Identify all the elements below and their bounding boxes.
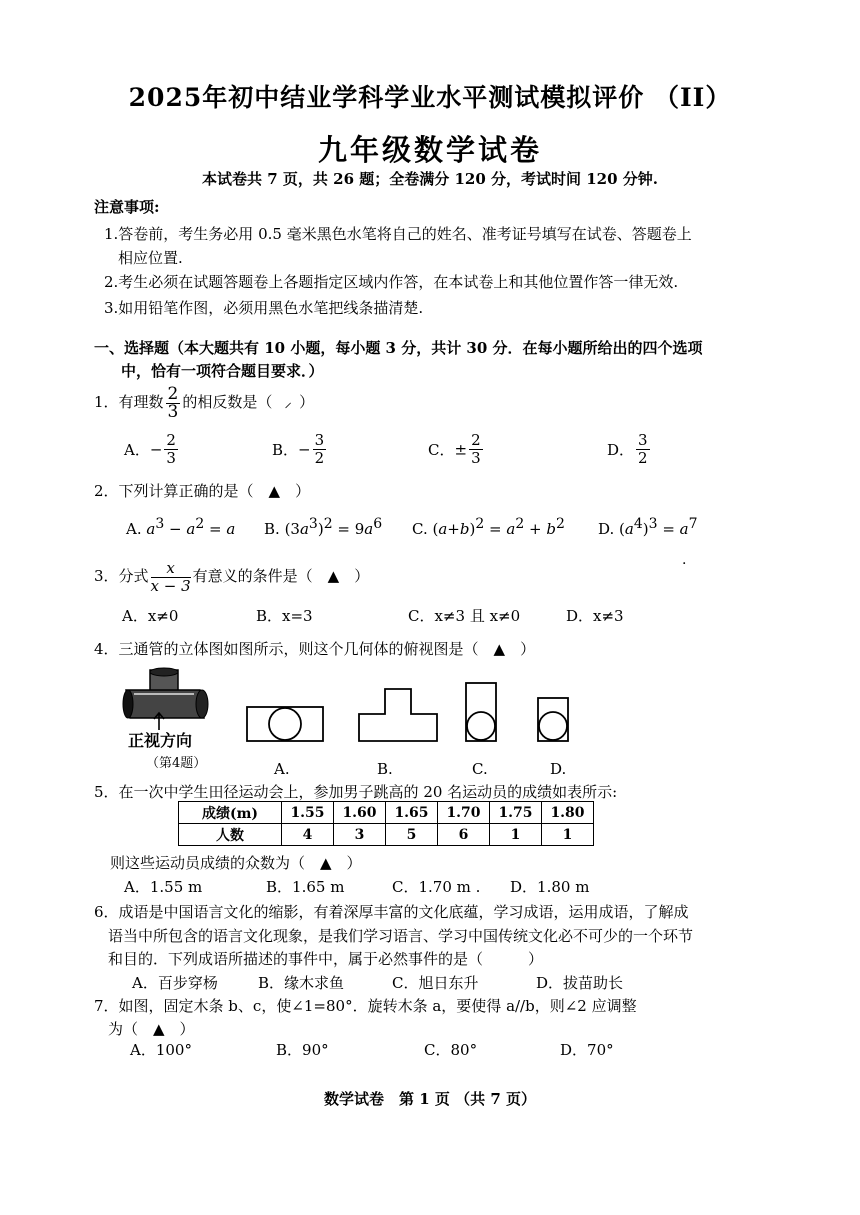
exam-title: 2025年初中结业学科学业水平测试模拟评价 （II） — [128, 83, 732, 112]
q6-option-b: B．缘木求鱼 — [258, 974, 345, 992]
q2-option-a: A. $a^3 - a^2 = a$ — [126, 516, 236, 538]
q2-option-c: C. $(a+b)^2 = a^2 + b^2$ — [412, 516, 565, 538]
notice-item-2: 2.考生必须在试题答题卷上各题指定区域内作答，在本试卷上和其他位置作答一律无效. — [104, 273, 679, 291]
question-7-line2: 为（ ▲ ） — [108, 1020, 195, 1038]
q5-option-d: D．1.80 m — [510, 878, 590, 896]
section-heading-line1: 一、选择题（本大题共有 10 小题，每小题 3 分，共计 30 分．在每小题所给出的四个选项 — [94, 339, 703, 357]
q1-option-a: A．− $\frac{2}{3}$ — [124, 431, 176, 467]
q4-option-d-label: D. — [550, 760, 567, 778]
q6-option-c: C．旭日东升 — [392, 974, 479, 992]
q4-option-b-label: B. — [377, 760, 393, 778]
table-cell: 1.65 — [386, 802, 438, 824]
question-7-line1: 7．如图，固定木条 b、c，使∠1=80°．旋转木条 a，要使得 a//b，则∠2 应调整 — [94, 997, 637, 1015]
tee-pipe-figure — [122, 668, 212, 728]
question-6-line1: 6．成语是中国语言文化的缩影，有着深厚丰富的文化底蕴，学习成语，运用成语，了解成 — [94, 903, 689, 921]
question-1-stem: 1．有理数 $\frac{2}{3}$ 的相反数是（ ⸝ ） — [94, 383, 315, 422]
q4-option-c-label: C. — [472, 760, 488, 778]
table-cell: 1.80 — [542, 802, 594, 824]
q4-view-a — [246, 706, 324, 742]
front-view-direction-label: 正视方向 — [128, 731, 193, 750]
q3-option-d: D．x≠3 — [566, 607, 624, 625]
question-6-line3: 和目的．下列成语所描述的事件中，属于必然事件的是（ ） — [108, 950, 544, 968]
notice-item-1: 1.答卷前，考生务必用 0.5 毫米黑色水笔将自己的姓名、准考证号填写在试卷、答题卷上 — [104, 225, 692, 243]
table-cell: 1.75 — [490, 802, 542, 824]
q1-option-b: B．− $\frac{3}{2}$ — [272, 431, 325, 467]
exam-info: 本试卷共 7 页，共 26 题；全卷满分 120 分，考试时间 120 分钟. — [202, 170, 658, 188]
q5-option-a: A．1.55 m — [124, 878, 203, 896]
table-cell: 1.70 — [438, 802, 490, 824]
q3-option-a: A．x≠0 — [122, 607, 179, 625]
q2-option-b: B. $(3a^3)^2 = 9a^6$ — [264, 516, 383, 538]
q1-option-d: D． $\frac{3}{2}$ — [607, 431, 648, 467]
q4-view-c — [465, 682, 497, 742]
figure-4-caption: （第4题） — [146, 756, 207, 771]
table-cell: 3 — [334, 824, 386, 846]
score-table — [178, 801, 594, 846]
q1-option-c: C．± $\frac{2}{3}$ — [428, 431, 481, 467]
q7-option-d: D．70° — [560, 1041, 614, 1059]
q3-option-c: C．x≠3 且 x≠0 — [408, 607, 521, 625]
notice-item-3: 3.如用铅笔作图，必须用黑色水笔把线条描清楚. — [104, 299, 424, 317]
table-cell: 4 — [282, 824, 334, 846]
q7-option-b: B．90° — [276, 1041, 329, 1059]
q2-option-d: D. $(a^4)^3 = a^7$ — [598, 516, 698, 538]
notice-item-1-cont: 相应位置. — [118, 249, 183, 267]
question-5-question: 则这些运动员成绩的众数为（ ▲ ） — [110, 854, 362, 872]
table-cell: 5 — [386, 824, 438, 846]
question-3-stem: 3．分式 $\frac{x}{x - 3}$ 有意义的条件是（ ▲ ） — [94, 558, 370, 595]
q4-view-d — [537, 697, 569, 742]
q5-option-b: B．1.65 m — [266, 878, 345, 896]
q3-option-b: B．x=3 — [256, 607, 313, 625]
q7-option-a: A．100° — [130, 1041, 192, 1059]
table-row — [179, 802, 594, 824]
section-heading-line2: 中，恰有一项符合题目要求．） — [121, 362, 324, 380]
q6-option-a: A．百步穿杨 — [132, 974, 218, 992]
exam-subtitle: 九年级数学试卷 — [317, 133, 542, 167]
page-footer: 数学试卷 第 1 页 （共 7 页） — [324, 1090, 536, 1108]
arrow-up-icon — [152, 712, 166, 730]
table-cell: 6 — [438, 824, 490, 846]
q6-option-d: D．拔苗助长 — [536, 974, 624, 992]
answer-mark: ⸝ — [284, 393, 292, 411]
q5-option-c: C．1.70 m . — [392, 878, 481, 896]
table-header-count: 人数 — [179, 824, 282, 846]
q7-option-c: C．80° — [424, 1041, 478, 1059]
table-row — [179, 824, 594, 846]
q4-option-a-label: A. — [274, 760, 290, 778]
q1-fraction: $\frac{2}{3}$ — [167, 383, 179, 422]
question-6-line2: 语当中所包含的语言文化现象，是我们学习语言、学习中国传统文化必不可少的一个环节 — [108, 927, 694, 945]
table-cell: 1 — [542, 824, 594, 846]
question-4-stem: 4．三通管的立体图如图所示，则这个几何体的俯视图是（ ▲ ） — [94, 640, 536, 658]
stray-dot: · — [682, 556, 687, 572]
notice-heading: 注意事项: — [94, 198, 160, 216]
q3-fraction: $\frac{x}{x - 3}$ — [150, 558, 191, 595]
question-5-stem: 5．在一次中学生田径运动会上，参加男子跳高的 20 名运动员的成绩如表所示: — [94, 783, 618, 801]
table-header-score: 成绩(m) — [179, 802, 282, 824]
question-2-stem: 2．下列计算正确的是（ ▲ ） — [94, 482, 311, 500]
table-cell: 1.60 — [334, 802, 386, 824]
table-cell: 1.55 — [282, 802, 334, 824]
q4-view-b — [358, 688, 438, 742]
table-cell: 1 — [490, 824, 542, 846]
